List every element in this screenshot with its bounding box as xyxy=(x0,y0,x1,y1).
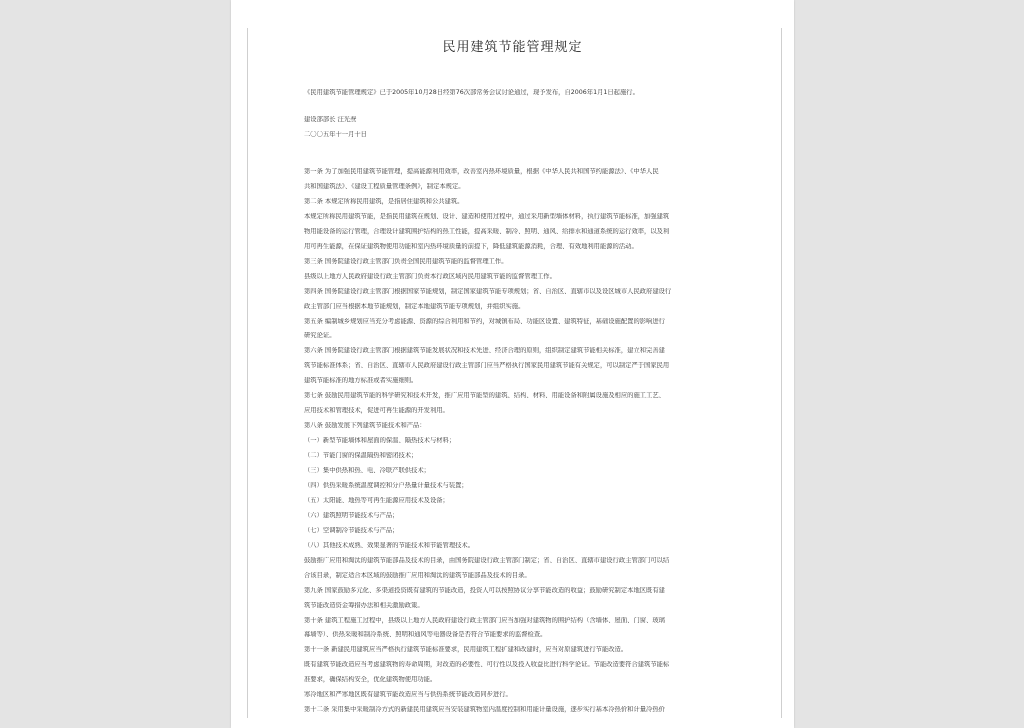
body-line: 第四条 国务院建设行政主管部门根据国家节能规划，制定国家建筑节能专项规划；省、自治区、直辖市以及设区城市人民政府建设行 xyxy=(304,287,672,295)
body-line: 第十一条 新建民用建筑应当严格执行建筑节能标准要求，民用建筑工程扩建和改建时，应当对原建筑进行节能改造。 xyxy=(304,646,628,654)
body-line: 第三条 国务院建设行政主管部门负责全国民用建筑节能的监督管理工作。 xyxy=(304,257,508,265)
body-line: 县级以上地方人民政府建设行政主管部门负责本行政区域内民用建筑节能的监督管理工作。 xyxy=(304,272,556,280)
body-line: （一）新型节能墙体和屋面的保温、隔热技术与材料； xyxy=(304,437,456,445)
body-line: 筑节能标准体系；省、自治区、直辖市人民政府建设行政主管部门应当严格执行国家民用建筑节能有关规定，可以制定严于国家民用 xyxy=(304,362,670,370)
body-line: 准要求，确保结构安全，优化建筑物使用功能。 xyxy=(304,676,437,684)
body-line: 政主管部门应当根据本地节能规划，制定本地建筑节能专项规划，并组织实施。 xyxy=(304,302,525,310)
body-line: 幕墙等）、供热采暖和制冷系统、照明和通风等电器设备是否符合节能要求的监督检查。 xyxy=(304,631,547,639)
body-line: 寒冷地区和严寒地区既有建筑节能改造应当与供热系统节能改造同步进行。 xyxy=(304,691,512,699)
body-line: 建筑节能标准的地方标准或者实施细则。 xyxy=(304,377,418,385)
body-line: （四）供热采暖系统温度调控和分户热量计量技术与装置； xyxy=(304,481,468,489)
body-line: 第一条 为了加强民用建筑节能管理，提高能源利用效率，改善室内热环境质量，根据《中华人民共和国节约能源法》、《中华人民 xyxy=(304,168,659,175)
body-line: （五）太阳能、地热等可再生能源应用技术及设备； xyxy=(304,496,449,504)
body-line: 第十条 建筑工程施工过程中，县级以上地方人民政府建设行政主管部门应当加强对建筑物的围护结构（含墙体、屋面、门窗、玻璃 xyxy=(304,616,665,624)
signature-date: 二〇〇五年十一月十日 xyxy=(304,131,367,138)
body-line: （六）建筑照明节能技术与产品； xyxy=(304,511,399,519)
body-line: 合该目录，制定适合本区域的鼓励推广应用和淘汰的建筑节能部品及技术的目录。 xyxy=(304,571,531,579)
signature-minister: 建设部部长 汪光焘 xyxy=(304,116,357,123)
document-page xyxy=(231,0,794,728)
body-line: 用可再生能源，在保证建筑物使用功能和室内热环境质量的前提下，降低建筑能源消耗，合理、有效地利用能源的活动。 xyxy=(304,242,638,250)
body-line: 第八条 鼓励发展下列建筑节能技术和产品： xyxy=(304,422,426,430)
body-line: 应用技术和管理技术，促进可再生能源的开发利用。 xyxy=(304,407,449,415)
body-line: 物用能设备的运行管理，合理设计建筑围护结构的热工性能，提高采暖、制冷、照明、通风、给排水和通道系统的运行效率，以及利 xyxy=(304,227,670,235)
body-line: 第二条 本规定所称民用建筑，是指居住建筑和公共建筑。 xyxy=(304,197,464,205)
page-rule-right xyxy=(781,28,782,718)
body-line: （三）集中供热和热、电、冷联产联供技术； xyxy=(304,467,430,474)
body-line: 鼓励推广应用和淘汰的建筑节能部品及技术的目录，由国务院建设行政主管部门制定；省、自治区、直辖市建设行政主管部门可以结 xyxy=(304,556,670,564)
body-line: 本规定所称民用建筑节能，是指民用建筑在规划、设计、建造和使用过程中，通过采用新型墙体材料，执行建筑节能标准，加强建筑 xyxy=(304,212,670,220)
body-line: 第六条 国务院建设行政主管部门根据建筑节能发展状况和技术先进、经济合理的原则，组织制定建筑节能相关标准，建立和完善建 xyxy=(304,347,665,355)
body-line: 筑节能改造资金筹措办法和相关激励政策。 xyxy=(304,601,424,609)
body-line: 既有建筑节能改造应当考虑建筑物的寿命周期，对改造的必要性、可行性以及投入收益比进行科学论证。节能改造要符合建筑节能标 xyxy=(304,661,670,669)
page-rule-left xyxy=(247,28,248,718)
body-line: （八）其他技术成熟、效果显著的节能技术和节能管理技术。 xyxy=(304,541,475,549)
body-line: 第五条 编制城乡规划应当充分考虑能源、资源的综合利用和节约，对城镇布局、功能区设置、建筑特征，基础设施配置的影响进行 xyxy=(304,317,665,325)
body-line: 共和国建筑法》、《建设工程质量管理条例》，制定本规定。 xyxy=(304,182,465,190)
body-line: 研究论证。 xyxy=(304,332,336,340)
document-title: 民用建筑节能管理规定 xyxy=(442,40,583,55)
body-line: （二）节能门窗的保温隔热和密闭技术； xyxy=(304,452,418,460)
intro-paragraph: 《民用建筑节能管理规定》已于2005年10月28日经第76次部常务会议讨论通过，现予发布，自2006年1月1日起施行。 xyxy=(304,89,639,96)
body-line: 第十二条 采用集中采暖制冷方式的新建民用建筑应当安装建筑物室内温度控制和用能计量设施，逐步实行基本冷热价和计量冷热价 xyxy=(304,706,665,714)
body-line: 第九条 国家鼓励多元化、多渠道投资既有建筑的节能改造，投资人可以按照协议分享节能改造的收益；鼓励研究制定本地区既有建 xyxy=(304,586,665,594)
body-line: 第七条 鼓励民用建筑节能的科学研究和技术开发，推广应用节能型的建筑、结构、材料、用能设备和附属设施及相应的施工工艺、 xyxy=(304,392,665,400)
body-line: （七）空调制冷节能技术与产品； xyxy=(304,526,399,534)
